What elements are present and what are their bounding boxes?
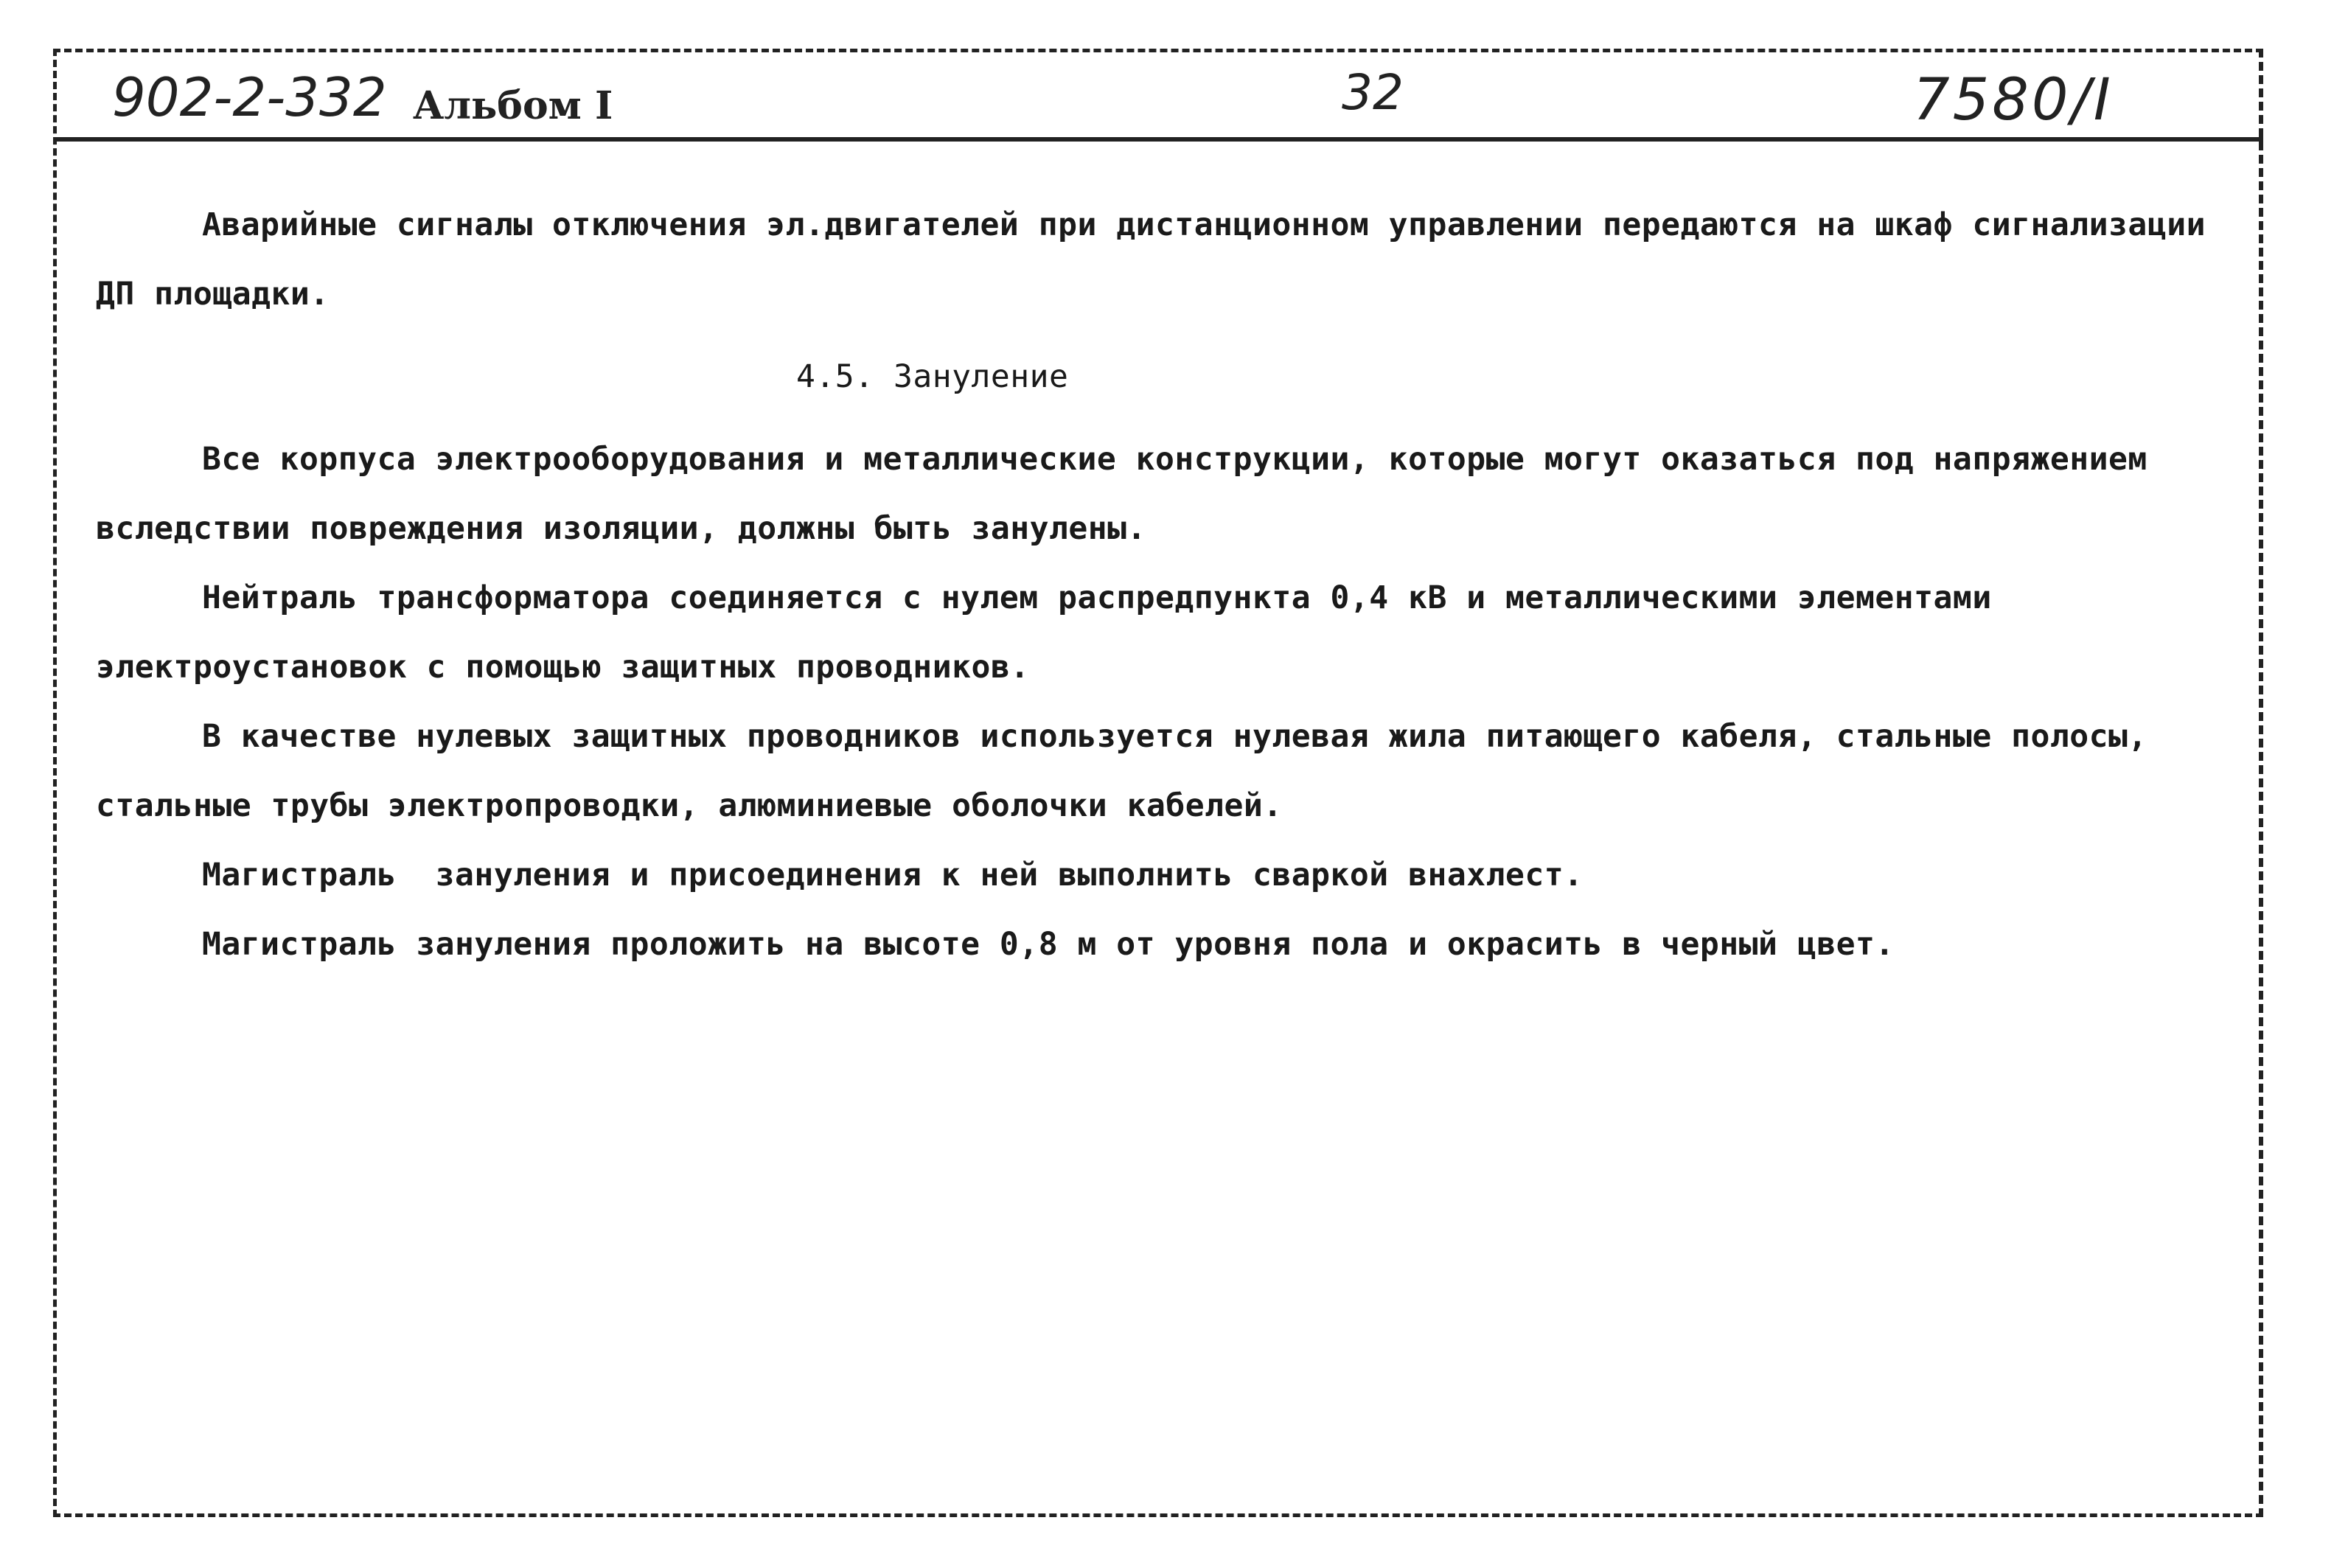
page-number: 32 (1342, 64, 1404, 121)
paragraph-protective-conductors: В качестве нулевых защитных проводников используется нулевая жила питающего кабеля, стальные полосы, стальные трубы электропроводки, алюминиевые оболочки кабелей. (96, 718, 2167, 824)
header-divider (53, 137, 2263, 142)
document-code: 902-2-332 (112, 66, 387, 128)
paragraph-alarm-signals: Аварийные сигналы отключения эл.двигателей при дистанционном управлении передаются на шкаф сигнализации ДП площадки. (96, 206, 2226, 313)
document-number: 7580/I (1913, 67, 2114, 133)
paragraph-enclosures: Все корпуса электрооборудования и металлические конструкции, которые могут оказаться под напряжением вследствии повреждения изоляции, должны быть занулены. (96, 441, 2167, 547)
document-body (96, 190, 2248, 979)
spacer (96, 411, 2248, 425)
paragraph-welding: Магистраль зануления и присоединения к ней выполнить сваркой внахлест. (202, 857, 1584, 893)
section-title: 4.5. Зануление (796, 358, 1069, 395)
spacer (96, 329, 2248, 342)
paragraph-routing: Магистраль зануления проложить на высоте 0,8 м от уровня пола и окрасить в черный цвет. (202, 926, 1895, 963)
album-label: Альбом I (413, 83, 613, 128)
paragraph-neutral: Нейтраль трансформатора соединяется с нулем распредпункта 0,4 кВ и металлическими элементами электроустановок с помощью защитных проводников. (96, 579, 2012, 686)
